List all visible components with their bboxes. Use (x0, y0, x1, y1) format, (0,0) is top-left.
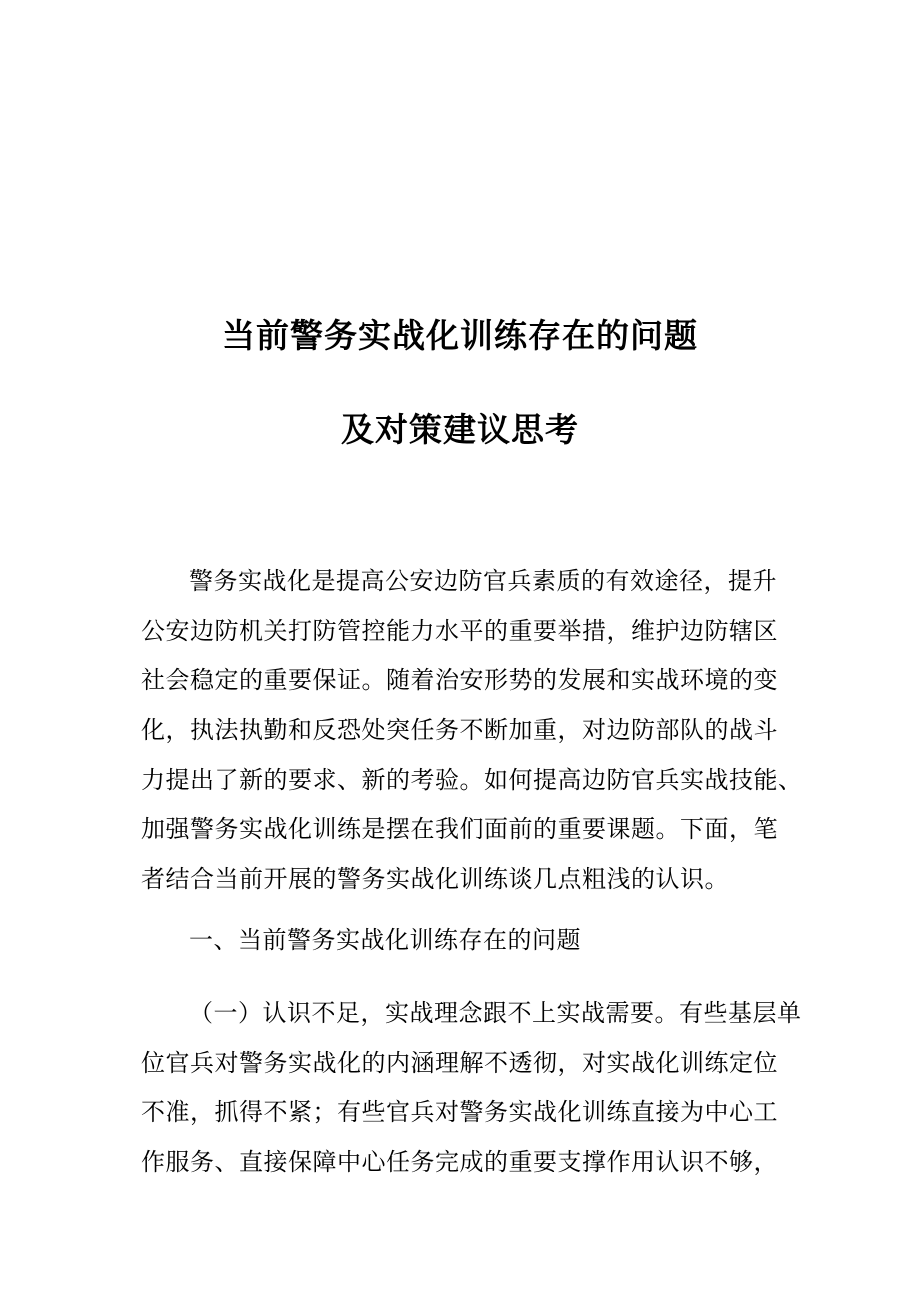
paragraph-line: 警务实战化是提高公安边防官兵素质的有效途径，提升 (189, 567, 777, 595)
paragraph-line: 作服务、直接保障中心任务完成的重要支撑作用认识不够， (141, 1148, 778, 1177)
paragraph-line: （一）认识不足，实战理念跟不上实战需要。有些基层单 (189, 999, 802, 1027)
intro-paragraph (141, 557, 803, 905)
paragraph-line: 化，执法执勤和反恐处突任务不断加重，对边防部队的战斗 (141, 716, 778, 745)
document-title-line-1: 当前警务实战化训练存在的问题 (222, 316, 698, 355)
paragraph-line: 不准，抓得不紧；有些官兵对警务实战化训练直接为中心工 (141, 1098, 778, 1127)
paragraph-line: 社会稳定的重要保证。随着治安形势的发展和实战环境的变 (141, 666, 778, 695)
paragraph-line: 公安边防机关打防管控能力水平的重要举措，维护边防辖区 (141, 616, 778, 645)
subsection-paragraph (141, 989, 802, 1188)
document-title-line-2: 及对策建议思考 (341, 410, 579, 449)
paragraph-line: 力提出了新的要求、新的考验。如何提高边防官兵实战技能、 (141, 765, 803, 794)
section-heading (141, 916, 781, 966)
paragraph-line: 加强警务实战化训练是摆在我们面前的重要课题。下面，笔 (141, 815, 778, 844)
paragraph-line: 位官兵对警务实战化的内涵理解不透彻，对实战化训练定位 (141, 1048, 778, 1077)
paragraph-line: 者结合当前开展的警务实战化训练谈几点粗浅的认识。 (141, 865, 729, 894)
section-heading-text: 一、当前警务实战化训练存在的问题 (189, 926, 581, 954)
